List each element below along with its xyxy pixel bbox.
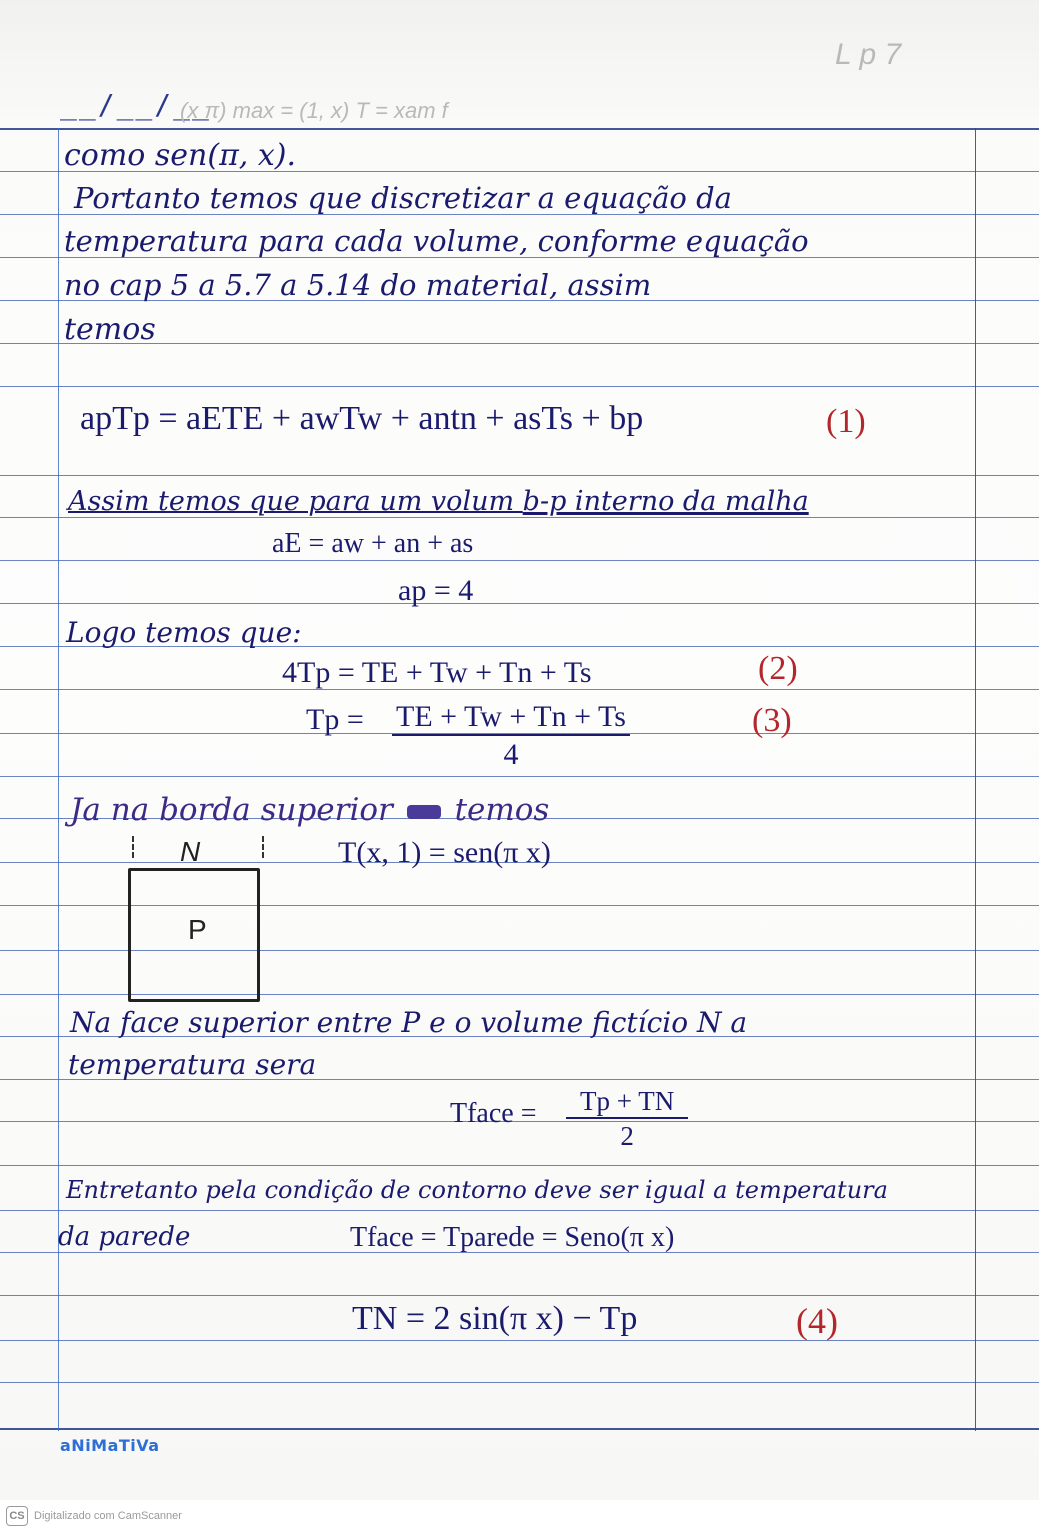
equation-number-2: (2) — [758, 650, 798, 687]
ruled-line — [0, 386, 1039, 387]
text-line: Na face superior entre P e o volume fictício N a — [70, 1006, 748, 1039]
equation-3-fraction — [392, 700, 630, 772]
date-field: __/__/__ — [60, 88, 211, 121]
text-segment: temos — [444, 792, 550, 828]
text-line — [68, 486, 809, 517]
fraction-numerator: TE + Tw + Tn + Ts — [392, 700, 630, 736]
equation-1-rhs: = aETE + awTw + antn + asTs + bp — [158, 400, 644, 437]
text-line: no cap 5 a 5.7 a 5.14 do material, assim — [64, 268, 652, 302]
scribble-mark — [407, 805, 441, 819]
equation-number-1: (1) — [826, 403, 866, 440]
ruled-line — [0, 560, 1039, 561]
text-line — [70, 792, 549, 828]
text-line: Portanto temos que discretizar a equação da — [74, 181, 732, 215]
diagram-dashed-tick-left — [132, 836, 136, 858]
ruled-line — [0, 603, 1039, 604]
equation-number-3: (3) — [752, 702, 792, 739]
camscanner-icon: CS — [6, 1506, 28, 1526]
underlined-phrase: b-p interno da malha — [522, 486, 809, 517]
ruled-line — [0, 128, 1039, 130]
ruled-line — [0, 1428, 1039, 1430]
ruled-line — [0, 1165, 1039, 1166]
ruled-line — [0, 1295, 1039, 1296]
page-mark-ghost: L p 7 — [835, 38, 902, 71]
equation-4: TN = 2 sin(π x) − Tp — [352, 1300, 638, 1337]
bleed-through-text: (x π) max = (1, x) T = xam f — [180, 98, 448, 123]
diagram-label-p: P — [188, 914, 207, 945]
equation-1-lhs: apTp — [80, 400, 150, 437]
text-line: da parede — [58, 1222, 191, 1252]
equation-2: 4Tp = TE + Tw + Tn + Ts — [282, 656, 592, 689]
text-segment: Assim temos que para um volum — [68, 486, 523, 517]
ruled-line — [0, 776, 1039, 777]
scanner-text: Digitalizado com CamScanner — [34, 1510, 182, 1522]
tface-fraction — [566, 1086, 688, 1152]
fraction-denominator: 2 — [620, 1121, 634, 1151]
tface-lhs: Tface = — [450, 1098, 537, 1129]
coefficient-ae: aE = aw + an + as — [272, 528, 474, 559]
boundary-condition: T(x, 1) = sen(π x) — [338, 836, 551, 869]
right-margin-line — [975, 128, 976, 1431]
equation-1 — [80, 400, 643, 438]
ruled-line — [0, 475, 1039, 476]
text-line: temos — [64, 312, 156, 347]
equation-number-4: (4) — [796, 1301, 838, 1341]
ruled-line — [0, 517, 1039, 518]
equation-3-lhs: Tp = — [306, 703, 364, 736]
text-line: como sen(π, x). — [64, 138, 297, 173]
ruled-line — [0, 1340, 1039, 1341]
ruled-line — [0, 343, 1039, 344]
text-line: Entretanto pela condição de contorno deve ser igual a temperatura — [66, 1176, 888, 1204]
scanner-watermark — [6, 1506, 182, 1526]
text-line: Logo temos que: — [66, 616, 302, 649]
fraction-denominator: 4 — [503, 738, 519, 771]
coefficient-ap: ap = 4 — [398, 574, 474, 607]
diagram-dashed-tick-right — [262, 836, 266, 858]
ruled-line — [0, 1382, 1039, 1383]
text-segment: Ja na borda superior — [70, 792, 403, 828]
tface-wall-equation: Tface = Tparede = Seno(π x) — [350, 1222, 675, 1253]
diagram-label-n: N — [180, 836, 201, 867]
text-line: temperatura sera — [68, 1048, 317, 1081]
fraction-numerator: Tp + TN — [566, 1086, 688, 1119]
text-line: temperatura para cada volume, conforme equação — [64, 224, 809, 258]
notebook-brand-logo: aNiMaTiVa — [60, 1436, 160, 1455]
ruled-line — [0, 1210, 1039, 1211]
